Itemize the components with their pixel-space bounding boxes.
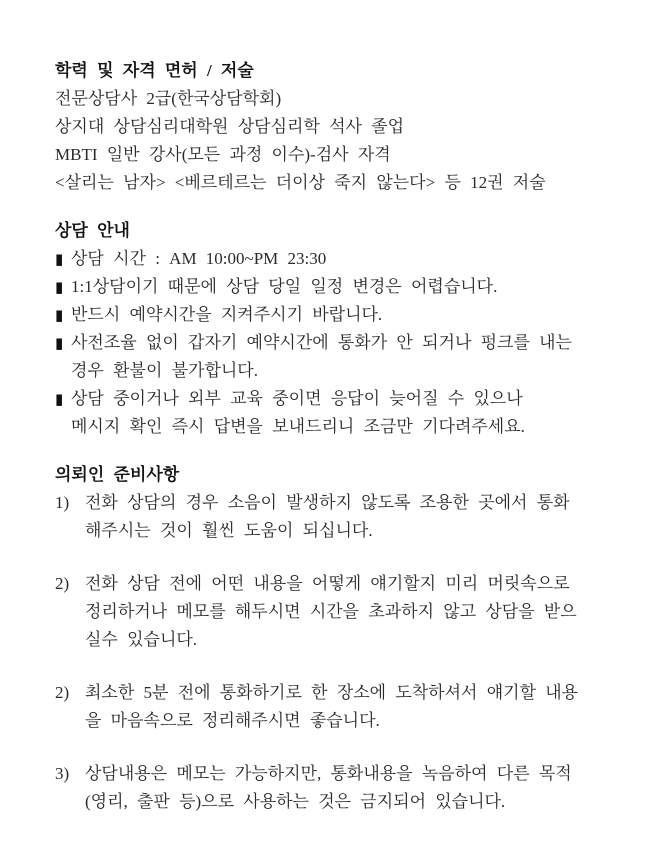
numbered-line: 전화 상담 전에 어떤 내용을 어떻게 얘기할지 미리 머릿속으로 [85,574,570,593]
bullet-line: 상담 시간 : AM 10:00~PM 23:30 [71,249,327,268]
credentials-line: 상지대 상담심리대학원 상담심리학 석사 졸업 [55,117,405,136]
bullet-item [55,273,617,301]
numbered-item-text [85,760,617,816]
credentials-line: MBTI 일반 강사(모든 과정 이수)-검사 자격 [55,145,391,164]
credentials-line: <살리는 남자> <베르테르는 더이상 죽지 않는다> 등 12권 저술 [55,173,546,192]
numbered-line: 을 마음속으로 정리해주시면 좋습니다. [85,711,380,730]
credentials-heading: 학력 및 자격 면허 / 저술 [55,61,254,80]
bullet-text [71,301,617,329]
bullet-square-icon: ▮ [55,390,64,408]
item-number: 2) [55,683,70,702]
bullet-item [55,245,617,273]
bullet-text [71,245,617,273]
section-client-preparation [55,461,617,816]
numbered-item-text [85,570,617,654]
bullet-item [55,329,617,385]
credentials-line: 전문상담사 2급(한국상담학회) [55,89,282,108]
bullet-square-icon: ▮ [55,250,64,268]
section-counseling-guide [55,217,617,441]
client-preparation-heading: 의뢰인 준비사항 [55,465,180,484]
numbered-item [55,489,617,545]
numbered-line: (영리, 출판 등)으로 사용하는 것은 금지되어 있습니다. [85,792,506,811]
section-credentials [55,57,617,197]
bullet-text [71,385,617,441]
numbered-item [55,570,617,654]
bullet-line: 경우 환불이 불가합니다. [71,361,258,380]
numbered-line: 정리하거나 메모를 해두시면 시간을 초과하지 않고 상담을 받으 [85,602,577,621]
bullet-square-icon: ▮ [55,278,64,296]
bullet-item [55,385,617,441]
bullet-line: 사전조율 없이 갑자기 예약시간에 통화가 안 되거나 펑크를 내는 [71,333,572,352]
numbered-line: 실수 있습니다. [85,630,198,649]
numbered-line: 해주시는 것이 훨씬 도움이 되십니다. [85,521,373,540]
numbered-line: 상담내용은 메모는 가능하지만, 통화내용을 녹음하여 다른 목적 [85,764,572,783]
bullet-text [71,329,617,385]
bullet-square-icon: ▮ [55,334,64,352]
numbered-item [55,760,617,816]
bullet-item [55,301,617,329]
numbered-item-text [85,679,617,735]
item-number: 2) [55,574,70,593]
bullet-square-icon: ▮ [55,306,64,324]
bullet-line: 상담 중이거나 외부 교육 중이면 응답이 늦어질 수 있으나 [71,389,523,408]
item-number: 1) [55,493,70,512]
numbered-item-text [85,489,617,545]
bullet-line: 1:1상담이기 때문에 상담 당일 일정 변경은 어렵습니다. [71,277,498,296]
numbered-line: 최소한 5분 전에 통화하기로 한 장소에 도착하셔서 얘기할 내용 [85,683,579,702]
item-number: 3) [55,764,70,783]
numbered-line: 전화 상담의 경우 소음이 발생하지 않도록 조용한 곳에서 통화 [85,493,570,512]
bullet-line: 반드시 예약시간을 지켜주시기 바랍니다. [71,305,383,324]
counseling-guide-heading: 상담 안내 [55,221,130,240]
bullet-text [71,273,617,301]
numbered-item [55,679,617,735]
bullet-line: 메시지 확인 즉시 답변을 보내드리니 조금만 기다려주세요. [71,417,525,436]
